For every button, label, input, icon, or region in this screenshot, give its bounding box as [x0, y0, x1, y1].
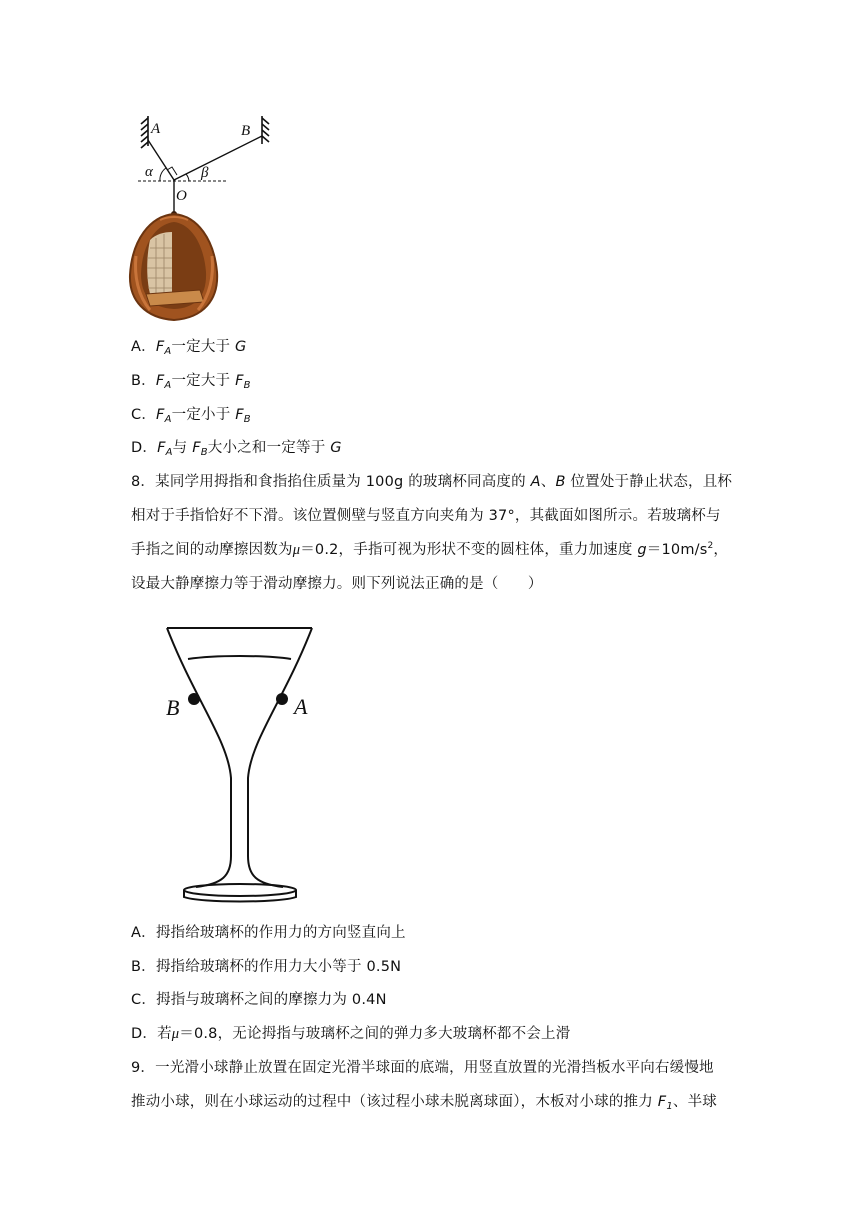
label-b: B	[166, 695, 180, 720]
subscript: B	[243, 380, 251, 391]
option-letter: B．	[131, 373, 156, 389]
subscript: A	[164, 380, 172, 391]
option-text: 一定大于	[171, 339, 236, 355]
mu-symbol: μ	[292, 542, 301, 558]
force-symbol: F	[235, 373, 244, 389]
option-letter: C．	[131, 407, 157, 423]
q7-option-a	[131, 337, 246, 357]
superscript: 2	[707, 541, 714, 551]
stem-text: 位置处于静止状态，且杯	[565, 474, 733, 490]
stem-text: 推动小球，则在小球运动的过程中（该过程小球未脱离球面），木板对小球的推力	[131, 1094, 658, 1110]
label-alpha: α	[145, 164, 153, 180]
stem-text: 、	[540, 474, 556, 490]
force-symbol: F	[155, 339, 165, 355]
force-symbol: F	[192, 440, 201, 456]
finger-point-b	[188, 693, 200, 705]
point-b-symbol: B	[555, 474, 566, 490]
option-text: 与	[172, 440, 193, 456]
subscript: A	[165, 447, 173, 458]
rope-ob	[174, 136, 262, 180]
option-text: 一定小于	[171, 407, 236, 423]
label-o: O	[176, 188, 187, 204]
force-symbol: F	[657, 1094, 667, 1110]
stem-text: ＝10m/s	[646, 542, 708, 558]
label-beta: β	[201, 165, 209, 181]
force-symbol: F	[157, 440, 166, 456]
subscript: 1	[666, 1101, 673, 1112]
q7-option-d	[131, 438, 342, 458]
stem-text: 8．某同学用拇指和食指掐住质量为 100g 的玻璃杯同高度的	[131, 474, 531, 490]
q7-option-b	[131, 371, 251, 391]
q8-stem-line-1	[131, 472, 732, 492]
fig7-hanging-chair-diagram	[0, 0, 860, 330]
wall-b	[262, 116, 269, 144]
force-symbol: F	[156, 407, 165, 423]
subscript: B	[243, 414, 251, 425]
option-text: 一定大于	[171, 373, 236, 389]
q8-option-d	[131, 1024, 570, 1044]
g-symbol: g	[637, 542, 647, 558]
stem-text: ＝0.2，手指可视为形状不变的圆柱体，重力加速度	[300, 542, 638, 558]
force-symbol: F	[155, 373, 165, 389]
option-letter: D．	[131, 440, 158, 456]
beta-arc	[186, 174, 189, 181]
gravity-symbol: G	[330, 440, 342, 456]
wall-a	[141, 116, 148, 148]
option-text: 大小之和一定等于	[207, 440, 331, 456]
option-text: ＝0.8，无论拇指与玻璃杯之间的弹力多大玻璃杯都不会上滑	[179, 1026, 571, 1042]
gravity-symbol: G	[235, 339, 247, 355]
subscript: B	[200, 447, 208, 458]
option-letter: A．	[131, 339, 156, 355]
label-a: A	[294, 694, 308, 719]
stem-text: 手指之间的动摩擦因数为	[131, 542, 293, 558]
q8-stem-line-4: 设最大静摩擦力等于滑动摩擦力。则下列说法正确的是（ ）	[131, 576, 543, 592]
label-b: B	[241, 123, 251, 139]
alpha-arc	[160, 168, 166, 181]
subscript: A	[164, 414, 172, 425]
q8-option-b: B．拇指给玻璃杯的作用力大小等于 0.5N	[131, 959, 402, 975]
q8-option-c: C．拇指与玻璃杯之间的摩擦力为 0.4N	[131, 992, 387, 1008]
label-a: A	[151, 121, 161, 137]
subscript: A	[164, 346, 172, 357]
point-a-symbol: A	[530, 474, 541, 490]
q7-option-c	[131, 405, 251, 425]
q9-stem-line-1: 9．一光滑小球静止放置在固定光滑半球面的底端，用竖直放置的光滑挡板水平向右缓慢地	[131, 1060, 714, 1076]
stem-text: 、半球	[672, 1094, 717, 1110]
finger-point-a	[276, 693, 288, 705]
q8-stem-line-2: 相对于手指恰好不下滑。该位置侧壁与竖直方向夹角为 37°，其截面如图所示。若玻璃杯与	[131, 508, 721, 524]
q8-stem-line-3	[131, 540, 728, 560]
fig8-glass-diagram	[0, 610, 860, 910]
option-text: D．若	[131, 1026, 172, 1042]
rattan-chair-picture	[130, 211, 217, 320]
q9-stem-line-2	[131, 1092, 717, 1112]
force-symbol: F	[235, 407, 244, 423]
stem-text: ，	[713, 542, 729, 558]
q8-option-a: A．拇指给玻璃杯的作用力的方向竖直向上	[131, 925, 406, 941]
mu-symbol: μ	[171, 1026, 180, 1042]
